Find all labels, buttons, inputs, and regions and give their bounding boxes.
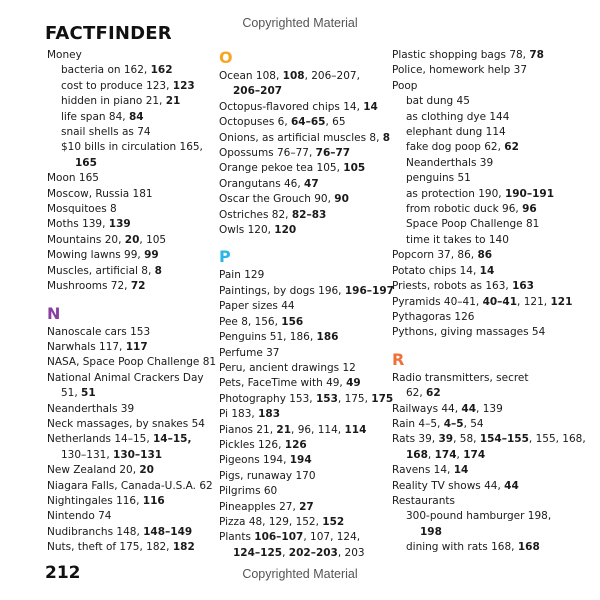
- index-entry: [219, 146, 387, 161]
- index-subentry: [392, 156, 562, 171]
- page-ref-illustrated: 174: [434, 448, 457, 461]
- entry-text: Pilgrims 60: [219, 485, 278, 498]
- page-ref-illustrated: 120: [274, 224, 297, 237]
- entry-text: Pigs, runaway 170: [219, 469, 316, 482]
- entry-text: Niagara Falls, Canada-U.S.A. 62: [47, 479, 213, 492]
- entry-text: Rats 39,: [392, 433, 439, 446]
- entry-text: Mowing lawns 99,: [47, 249, 145, 262]
- index-entry: [219, 500, 387, 515]
- entry-text: Oscar the Grouch 90,: [219, 193, 335, 206]
- entry-text: Nudibranchs 148,: [47, 525, 144, 538]
- index-subentry: [392, 171, 562, 186]
- index-entry: [392, 432, 586, 447]
- entry-text: Poop: [392, 79, 418, 92]
- index-entry: [47, 233, 212, 248]
- entry-text: Opossums 76–77,: [219, 147, 316, 160]
- page-ref-illustrated: 96: [522, 203, 537, 216]
- index-entry: [47, 340, 212, 355]
- entry-text: Orange pekoe tea 105,: [219, 162, 344, 175]
- entry-text: , 105: [139, 233, 167, 246]
- page-ref-illustrated: 47: [304, 177, 319, 190]
- entry-text: Ocean 108,: [219, 70, 283, 82]
- page-ref-illustrated: 186: [316, 331, 339, 344]
- page-ref-illustrated: 162: [150, 64, 173, 77]
- index-entry: [219, 438, 387, 453]
- entry-text: , 175,: [337, 392, 372, 405]
- entry-text: , 121,: [517, 295, 551, 308]
- page-ref-illustrated: 130–131: [113, 448, 163, 461]
- entry-text: Onions, as artificial muscles 8,: [219, 131, 383, 144]
- entry-text: , 206–207,: [304, 70, 360, 82]
- index-entry: [47, 187, 212, 202]
- page-ref-illustrated: 183: [258, 408, 280, 421]
- index-subentry: [47, 386, 212, 401]
- index-entry: [47, 248, 212, 263]
- page-ref-illustrated: 14: [479, 264, 495, 277]
- index-subentry: [47, 140, 212, 155]
- entry-text: Octopuses 6,: [219, 116, 291, 129]
- entry-text: Paper sizes 44: [219, 300, 295, 313]
- page-ref-illustrated: 168: [517, 541, 540, 554]
- page-ref-illustrated: 72: [130, 280, 146, 293]
- page-ref-illustrated: 84: [128, 110, 144, 123]
- index-subentry: [392, 125, 562, 140]
- index-subentry: [392, 525, 562, 540]
- index-entry: [392, 463, 562, 478]
- index-subentry: [392, 540, 562, 555]
- page-ref-illustrated: 62: [504, 141, 519, 154]
- page-ref-illustrated: 64–65: [291, 116, 326, 129]
- page-ref-illustrated: 90: [334, 193, 349, 206]
- entry-text: Money: [47, 49, 82, 61]
- entry-text: Radio transmitters, secret: [392, 371, 529, 384]
- page-ref-illustrated: 78: [529, 49, 544, 61]
- index-entry: [47, 355, 217, 370]
- page-ref-illustrated: 14–15,: [153, 433, 192, 446]
- index-subentry: [392, 140, 562, 155]
- entry-text: Ravens 14,: [392, 464, 454, 477]
- entry-text: Pickles 126,: [219, 438, 285, 451]
- entry-text: Mosquitoes 8: [47, 203, 117, 216]
- entry-text: Pets, FaceTime with 49,: [219, 377, 347, 390]
- entry-text: fake dog poop 62,: [406, 141, 505, 154]
- page-ref-illustrated: 174: [463, 448, 486, 461]
- entry-text: Pee 8, 156,: [219, 315, 282, 328]
- index-entry: [47, 494, 212, 509]
- page-ref-illustrated: 114: [344, 423, 367, 436]
- page-ref-illustrated: 123: [172, 79, 195, 92]
- index-entry: [392, 264, 562, 279]
- entry-text: , 58,: [453, 433, 480, 446]
- index-entry: [392, 48, 562, 63]
- entry-text: Pain 129: [219, 269, 265, 282]
- index-entry: [47, 463, 212, 478]
- index-entry: [219, 161, 387, 176]
- entry-text: penguins 51: [406, 172, 471, 185]
- index-subentry: [392, 448, 562, 463]
- page-ref-illustrated: 106–107: [254, 531, 304, 544]
- entry-text: as protection 190,: [406, 187, 505, 200]
- index-entry: [219, 469, 387, 484]
- index-subentry: [47, 63, 212, 78]
- entry-text: Pianos 21,: [219, 423, 277, 436]
- copyright-notice-bottom: Copyrighted Material: [242, 567, 358, 581]
- entry-text: , 155, 168,: [528, 433, 586, 446]
- index-entry: [392, 79, 562, 94]
- entry-text: Penguins 51, 186,: [219, 331, 317, 344]
- page-ref-illustrated: 168: [406, 448, 428, 461]
- page-ref-illustrated: 39: [438, 433, 454, 446]
- index-entry: [219, 453, 387, 468]
- page-ref-illustrated: 165: [75, 156, 97, 169]
- entry-text: from robotic duck 96,: [406, 203, 523, 216]
- page-ref-illustrated: 194: [289, 454, 312, 467]
- index-entry: [219, 484, 387, 499]
- entry-text: Neanderthals 39: [406, 156, 494, 169]
- entry-text: Nintendo 74: [47, 510, 112, 523]
- index-entry: [392, 402, 562, 417]
- entry-text: Netherlands 14–15,: [47, 433, 153, 446]
- index-entry: [219, 407, 387, 422]
- page-ref-illustrated: 82–83: [291, 208, 327, 221]
- entry-text: 300-pound hamburger 198,: [406, 510, 552, 523]
- page-ref-illustrated: 86: [477, 249, 493, 262]
- entry-text: Nuts, theft of 175, 182,: [47, 541, 173, 554]
- index-entry: [219, 423, 387, 438]
- entry-text: $10 bills in circulation 165,: [61, 141, 203, 154]
- index-entry: [219, 346, 387, 361]
- index-entry: [47, 48, 212, 63]
- entry-text: Moths 139,: [47, 218, 109, 231]
- index-entry: [392, 494, 562, 509]
- entry-text: ,: [282, 546, 289, 559]
- index-column-1: [47, 48, 217, 556]
- entry-text: dining with rats 168,: [406, 541, 518, 554]
- page-ref-illustrated: 105: [343, 162, 366, 175]
- index-subentry: [219, 546, 387, 561]
- entry-text: , 54: [463, 417, 484, 430]
- entry-text: Pi 183,: [219, 408, 259, 421]
- page-ref-illustrated: 153: [315, 392, 338, 405]
- entry-text: Nanoscale cars 153: [47, 325, 151, 338]
- entry-text: ,: [456, 448, 464, 461]
- index-subentry: [392, 110, 562, 125]
- index-column-2: [219, 48, 394, 561]
- index-entry: [392, 248, 562, 263]
- entry-text: Moon 165: [47, 172, 99, 185]
- section-letter-p: P: [219, 247, 231, 267]
- index-entry: [392, 371, 562, 386]
- page-ref-illustrated: 206–207: [233, 85, 283, 98]
- entry-text: Pizza 48, 129, 152,: [219, 515, 323, 528]
- entry-text: Space Poop Challenge 81: [406, 218, 540, 231]
- entry-text: Muscles, artificial 8,: [47, 264, 155, 277]
- page-ref-illustrated: 198: [420, 525, 442, 538]
- page-ref-illustrated: 108: [282, 70, 305, 82]
- page-ref-illustrated: 14: [363, 100, 378, 113]
- entry-text: as clothing dye 144: [406, 110, 510, 123]
- entry-text: Nightingales 116,: [47, 494, 143, 507]
- index-subentry: [392, 202, 562, 217]
- page-ref-illustrated: 51: [81, 387, 96, 400]
- index-subentry: [392, 386, 562, 401]
- entry-text: Pyramids 40–41,: [392, 295, 483, 308]
- entry-text: Neanderthals 39: [47, 402, 135, 415]
- entry-text: Plastic shopping bags 78,: [392, 49, 530, 61]
- entry-text: Potato chips 14,: [392, 264, 480, 277]
- page-ref-illustrated: 14: [453, 464, 469, 477]
- entry-text: bacteria on 162,: [61, 64, 151, 77]
- page-ref-illustrated: 20: [139, 464, 154, 477]
- page-ref-illustrated: 8: [382, 131, 391, 144]
- page-ref-illustrated: 4–5: [443, 417, 464, 430]
- index-entry: [219, 299, 387, 314]
- index-entry: [47, 279, 212, 294]
- index-subentry: [47, 125, 212, 140]
- entry-text: New Zealand 20,: [47, 464, 140, 477]
- page-ref-illustrated: 49: [346, 377, 361, 390]
- entry-text: , 107, 124,: [303, 531, 361, 544]
- index-entry: [47, 325, 212, 340]
- index-entry: [219, 192, 387, 207]
- index-subentry: [392, 233, 562, 248]
- page-ref-illustrated: 40–41: [482, 295, 518, 308]
- index-entry: [47, 202, 212, 217]
- entry-text: Popcorn 37, 86,: [392, 249, 478, 262]
- entry-text: cost to produce 123,: [61, 79, 173, 92]
- entry-text: Perfume 37: [219, 346, 280, 359]
- entry-text: , 96, 114,: [291, 423, 345, 436]
- page-ref-illustrated: 44: [504, 479, 519, 492]
- index-entry: [392, 479, 562, 494]
- index-entry: [392, 325, 562, 340]
- index-entry: [392, 417, 562, 432]
- index-subentry: [47, 110, 212, 125]
- page-ref-illustrated: 8: [154, 264, 162, 277]
- index-entry: [219, 115, 387, 130]
- page-ref-illustrated: 76–77: [315, 147, 351, 160]
- index-entry: [219, 223, 387, 238]
- index-subentry: [392, 187, 562, 202]
- page-ref-illustrated: 175: [371, 392, 394, 405]
- entry-text: Neck massages, by snakes 54: [47, 417, 205, 430]
- index-subentry: [392, 217, 562, 232]
- page-ref-illustrated: 62: [426, 387, 441, 400]
- index-entry: [47, 417, 212, 432]
- page-ref-illustrated: 99: [144, 249, 159, 262]
- entry-text: Narwhals 117,: [47, 340, 126, 353]
- entry-text: Plants: [219, 531, 255, 544]
- index-entry: [47, 264, 212, 279]
- entry-text: Photography 153,: [219, 392, 316, 405]
- entry-text: snail shells as 74: [61, 126, 151, 139]
- index-entry: [219, 315, 387, 330]
- running-head: FACTFINDER: [45, 23, 172, 44]
- index-entry: [219, 284, 394, 299]
- page-ref-illustrated: 44: [461, 402, 477, 415]
- index-entry: [219, 100, 387, 115]
- page-ref-illustrated: 139: [108, 218, 131, 231]
- page-ref-illustrated: 182: [172, 541, 195, 554]
- page-ref-illustrated: 148–149: [143, 525, 193, 538]
- section-letter-o: O: [219, 48, 233, 67]
- section-letter-r: R: [392, 349, 405, 369]
- entry-text: elephant dung 114: [406, 126, 506, 139]
- entry-text: NASA, Space Poop Challenge 81: [47, 356, 217, 369]
- index-subentry: [47, 79, 212, 94]
- page-number: 212: [45, 563, 81, 583]
- entry-text: hidden in piano 21,: [61, 95, 166, 108]
- index-entry: [219, 530, 387, 545]
- index-entry: [219, 268, 387, 283]
- entry-text: Ostriches 82,: [219, 208, 292, 221]
- index-entry: [219, 515, 387, 530]
- section-letter-n: N: [47, 303, 61, 323]
- index-subentry: [219, 84, 387, 99]
- entry-text: Octopus-flavored chips 14,: [219, 100, 364, 113]
- index-entry: [392, 310, 562, 325]
- entry-text: 62,: [406, 387, 427, 400]
- entry-text: National Animal Crackers Day: [47, 371, 204, 384]
- index-entry: [219, 376, 387, 391]
- page-ref-illustrated: 116: [142, 494, 165, 507]
- index-entry: [219, 392, 394, 407]
- entry-text: 130–131,: [61, 448, 114, 461]
- page-ref-illustrated: 20: [124, 233, 140, 246]
- index-entry: [47, 217, 212, 232]
- entry-text: Pythons, giving massages 54: [392, 326, 546, 339]
- page-ref-illustrated: 154–155: [479, 433, 529, 446]
- index-entry: [392, 63, 562, 78]
- index-subentry: [392, 509, 562, 524]
- entry-text: Mountains 20,: [47, 233, 125, 246]
- page-ref-illustrated: 121: [550, 295, 573, 308]
- entry-text: Priests, robots as 163,: [392, 280, 513, 293]
- index-subentry: [47, 448, 212, 463]
- page-ref-illustrated: 196–197: [344, 284, 394, 297]
- entry-text: 51,: [61, 387, 82, 400]
- page-ref-illustrated: 21: [165, 95, 181, 108]
- index-entry: [219, 361, 387, 376]
- entry-text: Peru, ancient drawings 12: [219, 361, 356, 374]
- page-ref-illustrated: 202–203: [288, 546, 338, 559]
- entry-text: Pigeons 194,: [219, 454, 290, 467]
- index-subentry: [47, 94, 212, 109]
- entry-text: Paintings, by dogs 196,: [219, 284, 345, 297]
- entry-text: Reality TV shows 44,: [392, 479, 505, 492]
- page-ref-illustrated: 21: [276, 423, 292, 436]
- entry-text: Mushrooms 72,: [47, 280, 131, 293]
- page-ref-illustrated: 126: [284, 438, 307, 451]
- entry-text: ,: [427, 448, 435, 461]
- entry-text: Pineapples 27,: [219, 500, 300, 513]
- entry-text: Restaurants: [392, 494, 455, 507]
- index-entry: [219, 177, 387, 192]
- index-entry: [219, 330, 387, 345]
- entry-text: Orangutans 46,: [219, 177, 305, 190]
- page-ref-illustrated: 152: [322, 515, 345, 528]
- index-entry: [47, 479, 212, 494]
- index-entry: [47, 525, 212, 540]
- index-entry: [47, 509, 212, 524]
- index-entry: [47, 171, 212, 186]
- index-entry: [47, 371, 212, 386]
- entry-text: life span 84,: [61, 110, 129, 123]
- entry-text: bat dung 45: [406, 95, 470, 108]
- entry-text: Police, homework help 37: [392, 64, 528, 77]
- page-ref-illustrated: 190–191: [504, 187, 555, 200]
- page-ref-illustrated: 27: [299, 500, 314, 513]
- index-entry: [47, 402, 212, 417]
- entry-text: Pythagoras 126: [392, 310, 475, 323]
- index-subentry: [47, 156, 212, 171]
- entry-text: Railways 44,: [392, 402, 462, 415]
- page-ref-illustrated: 163: [512, 280, 534, 293]
- entry-text: , 65: [325, 116, 346, 129]
- entry-text: time it takes to 140: [406, 233, 509, 246]
- index-entry: [219, 69, 387, 84]
- index-entry: [219, 131, 391, 146]
- index-entry: [219, 208, 387, 223]
- entry-text: Owls 120,: [219, 224, 275, 237]
- entry-text: Rain 4–5,: [392, 417, 444, 430]
- index-entry: [392, 279, 562, 294]
- entry-text: , 139: [476, 402, 503, 415]
- entry-text: , 203: [337, 546, 365, 559]
- page-ref-illustrated: 156: [281, 315, 304, 328]
- index-column-3: [392, 48, 586, 556]
- index-subentry: [392, 94, 562, 109]
- copyright-notice-top: Copyrighted Material: [242, 16, 358, 30]
- index-entry: [47, 432, 212, 447]
- entry-text: Moscow, Russia 181: [47, 187, 153, 200]
- index-entry: [392, 295, 573, 310]
- index-entry: [47, 540, 212, 555]
- page-ref-illustrated: 124–125: [233, 546, 283, 559]
- page-ref-illustrated: 117: [125, 340, 148, 353]
